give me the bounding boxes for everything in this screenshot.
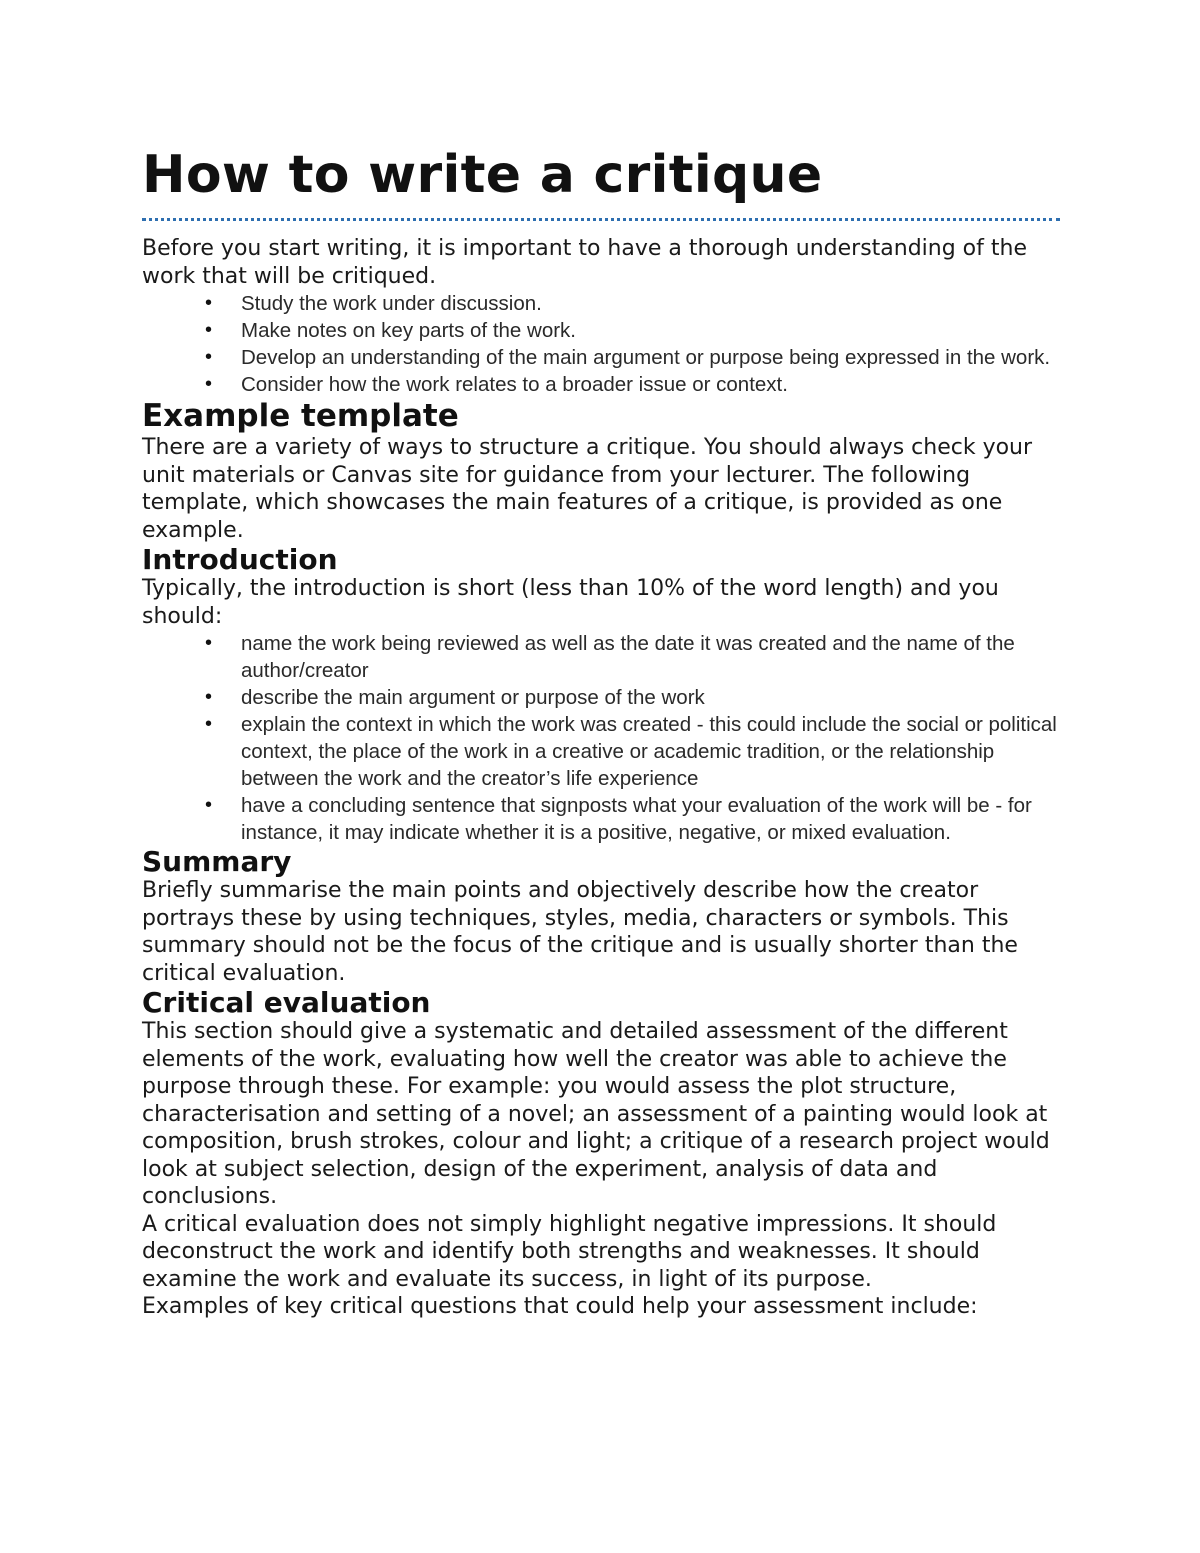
critical-evaluation-paragraph: Examples of key critical questions that could help your assessment include:: [142, 1294, 978, 1319]
bullet-icon: •: [205, 319, 213, 341]
bullet-icon: •: [205, 794, 213, 816]
list-item: • have a concluding sentence that signposts what your evaluation of the work will be - for instance, it may indicate whether it is a positive, negative, or mixed evaluation.: [205, 794, 1032, 844]
document-page: [142, 140, 1062, 1321]
bullet-icon: •: [205, 292, 213, 314]
list-item: • Make notes on key parts of the work.: [205, 319, 576, 342]
list-item: • Consider how the work relates to a broader issue or context.: [205, 373, 788, 396]
section-heading-introduction: Introduction: [142, 543, 338, 576]
introduction-paragraph: Typically, the introduction is short (less than 10% of the word length) and you should:: [142, 576, 999, 629]
list-item: • Develop an understanding of the main argument or purpose being expressed in the work.: [205, 346, 1051, 369]
bullet-icon: •: [205, 713, 213, 735]
section-heading-example-template: Example template: [142, 398, 459, 434]
list-item: • Study the work under discussion.: [205, 292, 542, 315]
intro-bullet-list: [142, 290, 1062, 398]
page-title: How to write a critique: [142, 145, 823, 205]
critical-evaluation-paragraph: This section should give a systematic and detailed assessment of the different elements of the work, evaluating how well the creator was able to achieve the purpose through these. For example: you would assess the plot structure, characterisation and setting of a novel; an assessment of a painting would look at composition, brush strokes, colour and light; a critique of a research project would look at subject selection, design of the experiment, analysis of data and conclusions.: [142, 1019, 1050, 1209]
critical-evaluation-paragraph: A critical evaluation does not simply highlight negative impressions. It should deconstruct the work and identify both strengths and weaknesses. It should examine the work and evaluate its success, in light of its purpose.: [142, 1211, 997, 1292]
intro-paragraph: Before you start writing, it is important to have a thorough understanding of the work that will be critiqued.: [142, 236, 1027, 289]
section-heading-summary: Summary: [142, 845, 292, 878]
summary-paragraph: Briefly summarise the main points and objectively describe how the creator portrays these by using techniques, styles, media, characters or symbols. This summary should not be the focus of the critique and is usually shorter than the critical evaluation.: [142, 878, 1018, 986]
example-template-paragraph: There are a variety of ways to structure a critique. You should always check your unit materials or Canvas site for guidance from your lecturer. The following template, which showcases the main features of a critique, is provided as one example.: [142, 435, 1033, 543]
list-item: • name the work being reviewed as well as the date it was created and the name of the author/creator: [205, 632, 1015, 682]
introduction-bullet-list: [142, 630, 1062, 846]
bullet-icon: •: [205, 346, 213, 368]
bullet-icon: •: [205, 686, 213, 708]
list-item: • describe the main argument or purpose of the work: [205, 686, 705, 709]
section-heading-critical-evaluation: Critical evaluation: [142, 986, 431, 1019]
bullet-icon: •: [205, 632, 213, 654]
bullet-icon: •: [205, 373, 213, 395]
list-item: • explain the context in which the work was created - this could include the social or political context, the place of the work in a creative or academic tradition, or the relationship between the work and the creator’s life experience: [205, 713, 1057, 790]
title-divider: [142, 218, 1060, 221]
